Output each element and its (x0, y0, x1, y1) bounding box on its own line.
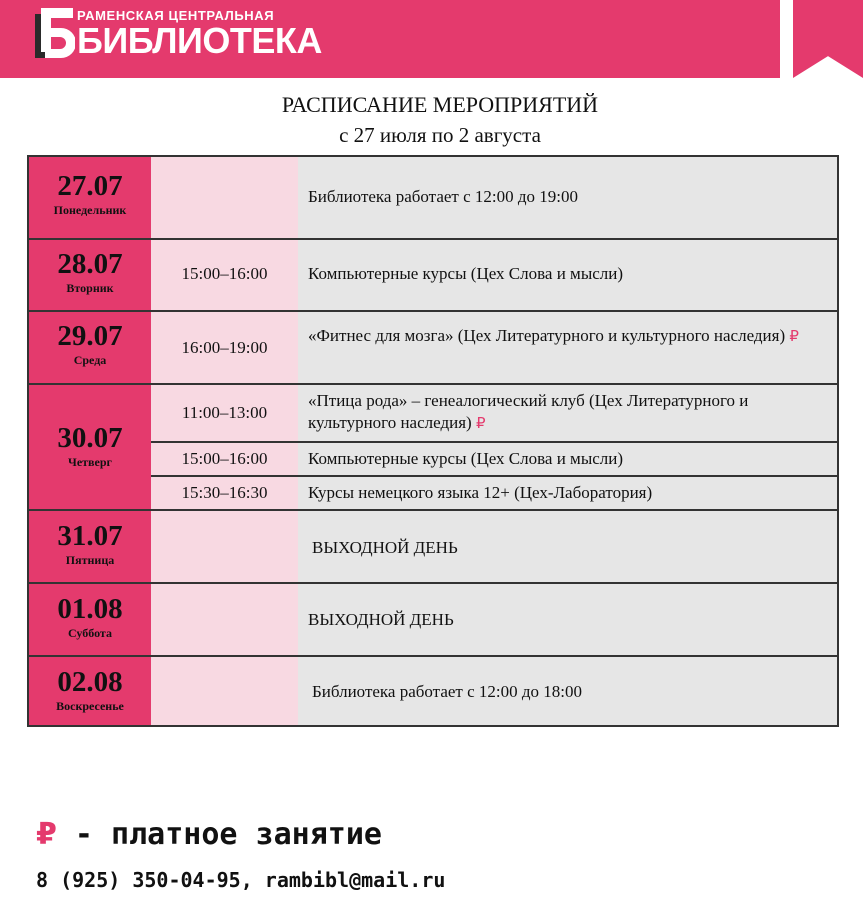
weekday-label: Вторник (66, 281, 114, 295)
weekday-label: Четверг (68, 455, 112, 469)
date-cell (29, 249, 151, 295)
event-entry (308, 390, 828, 434)
legend-text: - платное занятие (56, 817, 382, 852)
row-divider (29, 582, 837, 584)
event-time: 15:30–16:30 (181, 483, 268, 502)
event-text: ВЫХОДНОЙ ДЕНЬ (308, 610, 454, 629)
contact-info: 8 (925) 350-04-95, rambibl@mail.ru (36, 868, 446, 892)
weekday-label: Суббота (68, 626, 112, 640)
page-subtitle: с 27 июля по 2 августа (339, 123, 541, 147)
logo-title: БИБЛИОТЕКА (77, 20, 322, 61)
event-text: «Фитнес для мозга» (Цех Литературного и культурного наследия) (308, 326, 786, 345)
sub-row-divider (151, 475, 837, 477)
weekday-label: Воскресенье (56, 699, 124, 713)
event-time: 15:00–16:00 (181, 264, 268, 283)
date-number: 29.07 (57, 320, 123, 352)
event-text: Библиотека работает с 12:00 до 18:00 (312, 682, 582, 701)
row-divider (29, 509, 837, 511)
date-number: 28.07 (57, 248, 123, 280)
paid-legend (36, 815, 382, 855)
date-number: 27.07 (57, 170, 123, 202)
ruble-icon: ₽ (36, 817, 57, 852)
sub-row-divider (151, 441, 837, 443)
date-number: 31.07 (57, 520, 123, 552)
date-number: 01.08 (57, 593, 123, 625)
date-number: 30.07 (57, 422, 123, 454)
paid-icon: ₽ (789, 327, 799, 345)
date-cell (29, 521, 151, 567)
row-divider (29, 238, 837, 240)
event-text: Библиотека работает с 12:00 до 19:00 (308, 187, 578, 206)
event-time: 15:00–16:00 (181, 449, 268, 468)
event-text: «Птица рода» – генеалогический клуб (Цех Литературного и культурного наследия) (308, 391, 749, 432)
schedule-table (27, 155, 839, 727)
event-time: 16:00–19:00 (181, 338, 268, 357)
row-divider (29, 310, 837, 312)
row-divider (29, 655, 837, 657)
event-text: ВЫХОДНОЙ ДЕНЬ (312, 538, 458, 557)
date-cell (29, 171, 151, 217)
weekday-label: Пятница (65, 553, 115, 567)
date-cell (29, 594, 151, 640)
date-cell (29, 321, 151, 367)
page-title: РАСПИСАНИЕ МЕРОПРИЯТИЙ (281, 92, 599, 117)
library-logo-icon (33, 6, 75, 60)
date-cell (29, 667, 151, 713)
row-divider (29, 383, 837, 385)
date-cell (29, 423, 151, 469)
logo-subtitle: РАМЕНСКАЯ ЦЕНТРАЛЬНАЯ (77, 8, 275, 23)
weekday-label: Среда (73, 353, 107, 367)
weekday-label: Понедельник (53, 203, 127, 217)
event-time: 11:00–13:00 (181, 403, 268, 422)
paid-icon: ₽ (475, 414, 486, 432)
event-text: Компьютерные курсы (Цех Слова и мысли) (308, 264, 624, 283)
event-text: Курсы немецкого языка 12+ (Цех-Лаборатория) (308, 483, 653, 502)
date-number: 02.08 (57, 666, 123, 698)
event-entry (308, 325, 828, 347)
bookmark-ribbon (793, 0, 863, 78)
event-text: Компьютерные курсы (Цех Слова и мысли) (308, 449, 624, 468)
